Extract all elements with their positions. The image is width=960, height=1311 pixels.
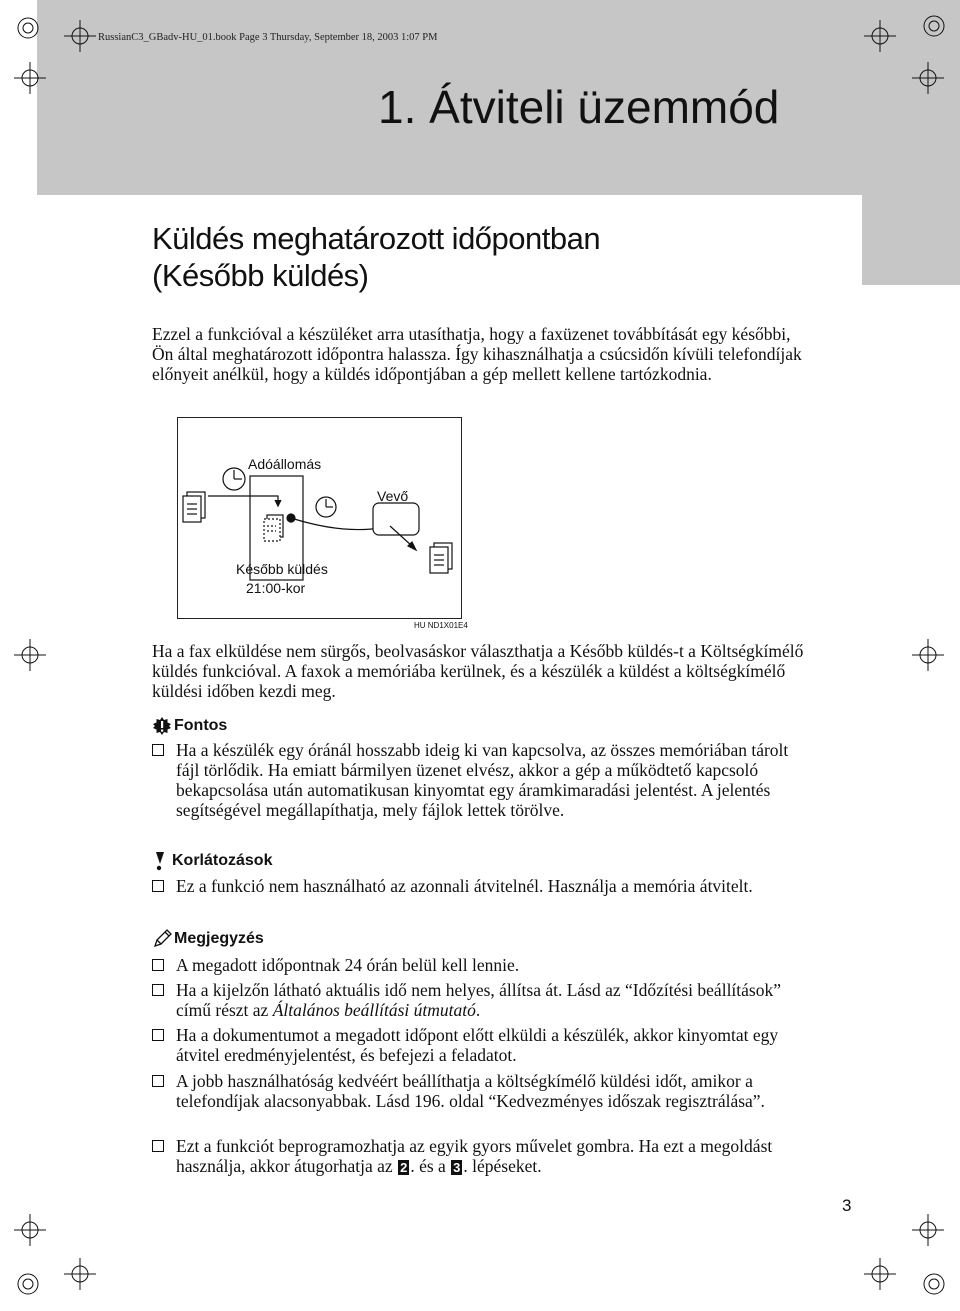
crop-target-icon — [18, 18, 38, 38]
page-number: 3 — [842, 1196, 852, 1215]
diagram-graphics — [178, 418, 461, 618]
registration-mark-icon — [14, 639, 46, 671]
note-item-2-part-a: Ha a kijelzőn látható aktuális idő nem helyes, állítsa át. Lásd az “Időzítési beállítások” című részt az — [176, 980, 781, 1020]
note-item-5-text — [176, 1136, 812, 1176]
document-icon — [183, 492, 205, 522]
delay-label-line1: Később küldés — [236, 561, 328, 577]
clock-icon — [223, 468, 245, 490]
receiver-document-icon — [430, 543, 452, 573]
important-item — [152, 740, 812, 820]
important-icon — [152, 716, 172, 736]
receiver-fax-icon — [373, 503, 419, 550]
chapter-title: 1. Átviteli üzemmód — [378, 81, 780, 133]
checkbox-bullet-icon — [152, 744, 164, 756]
registration-mark-icon — [864, 20, 896, 52]
limitation-item — [152, 876, 812, 896]
memory-document-icon — [264, 515, 283, 541]
checkbox-bullet-icon — [152, 959, 164, 971]
note-item-3-text: Ha a dokumentumot a megadott időpont előtt elküldi a készülék, akkor kinyomtat egy átvitel eredményjelentést, és befejezi a feladatot. — [176, 1025, 779, 1065]
exclamation-icon — [152, 851, 170, 871]
intro-paragraph: Ezzel a funkcióval a készüléket arra utasíthatja, hogy a faxüzenet továbbítását egy későbbi, Ön által meghatározott időpontra halassza. Így kihasználhatja a csúcsidőn kívüli telefondíjak előnyeit anélkül, hogy a küldés időpontjában a gép mellett kellene tartózkodnia. — [152, 324, 802, 384]
guide-title-reference: Általános beállítási útmutató — [272, 1000, 476, 1020]
important-item-text: Ha a készülék egy óránál hosszabb ideig ki van kapcsolva, az összes memóriában tárolt fájl törlődik. Ha emiatt bármilyen üzenet elvész, akkor a gép a működtető kapcsoló bekapcsolása után automatikusan kinyomtat egy áramkimaradási jelentést. A jelentés segítségével megállapíthatja, mely fájlok lettek törölve. — [176, 740, 789, 820]
note-item-1 — [152, 955, 812, 975]
clock-icon — [316, 497, 336, 517]
crop-target-icon — [924, 1274, 944, 1294]
section-title — [152, 220, 600, 294]
step-number-badge: 2 — [400, 1160, 408, 1175]
checkbox-bullet-icon — [152, 984, 164, 996]
checkbox-bullet-icon — [152, 880, 164, 892]
crop-target-icon — [18, 1274, 38, 1294]
limitation-heading — [152, 851, 272, 871]
important-heading-text: Fontos — [174, 717, 228, 735]
registration-mark-icon — [14, 62, 46, 94]
section-title-line2: (Később küldés) — [152, 258, 369, 293]
registration-mark-icon — [14, 1214, 46, 1246]
note-item-5-part-end: . lépéseket. — [463, 1156, 542, 1176]
registration-mark-icon — [912, 62, 944, 94]
checkbox-bullet-icon — [152, 1075, 164, 1087]
registration-mark-icon — [64, 20, 96, 52]
checkbox-bullet-icon — [152, 1029, 164, 1041]
note-item-4-text: A jobb használhatóság kedvéért beállíthatja a költségkímélő küldési időt, amikor a telefondíjak alacsonyabbak. Lásd 196. oldal “Kedvezményes időszak regisztrálása”. — [176, 1071, 765, 1111]
note-heading — [152, 929, 264, 949]
pencil-icon — [152, 929, 172, 949]
diagram-code: HU ND1X01E4 — [414, 621, 468, 630]
note-item-3 — [152, 1025, 812, 1065]
registration-mark-icon — [912, 639, 944, 671]
limitation-item-text: Ez a funkció nem használható az azonnali átvitelnél. Használja a memória átvitelt. — [176, 876, 753, 896]
note-heading-text: Megjegyzés — [174, 930, 264, 948]
limitation-heading-text: Korlátozások — [172, 852, 273, 870]
note-item-2-text — [176, 980, 812, 1020]
note-item-2-part-b: . — [475, 1000, 481, 1020]
note-item-2 — [152, 980, 812, 1020]
receiver-label: Vevő — [377, 488, 409, 504]
sender-label: Adóállomás — [248, 456, 322, 472]
registration-mark-icon — [64, 1258, 96, 1290]
crop-target-icon — [924, 16, 944, 36]
section-title-line1: Küldés meghatározott időpontban — [152, 221, 601, 256]
after-diagram-paragraph: Ha a fax elküldése nem sürgős, beolvasáskor választhatja a Később küldés-t a Költségkímélő küldés funkcióval. A faxok a memóriába kerülnek, és a készülék a küldést a költségkímélő küldési időben kezdi meg. — [152, 641, 804, 701]
delay-label-line2: 21:00-kor — [246, 580, 306, 596]
print-info-line: RussianC3_GBadv-HU_01.book Page 3 Thursday, September 18, 2003 1:07 PM — [98, 32, 438, 43]
important-heading — [152, 716, 227, 736]
note-item-5-part-a: Ezt a funkciót beprogramozhatja az egyik gyors művelet gombra. Ha ezt a megoldást használja, akkor átugorhatja az — [176, 1136, 773, 1176]
step-number-badge: 3 — [453, 1160, 461, 1175]
note-item-5-part-mid: . és a — [410, 1156, 451, 1176]
checkbox-bullet-icon — [152, 1140, 164, 1152]
delayed-send-diagram — [177, 417, 462, 619]
note-item-1-text: A megadott időpontnak 24 órán belül kell lennie. — [176, 955, 520, 975]
registration-mark-icon — [912, 1214, 944, 1246]
registration-mark-icon — [864, 1258, 896, 1290]
note-item-4 — [152, 1071, 812, 1111]
note-item-5 — [152, 1136, 812, 1176]
